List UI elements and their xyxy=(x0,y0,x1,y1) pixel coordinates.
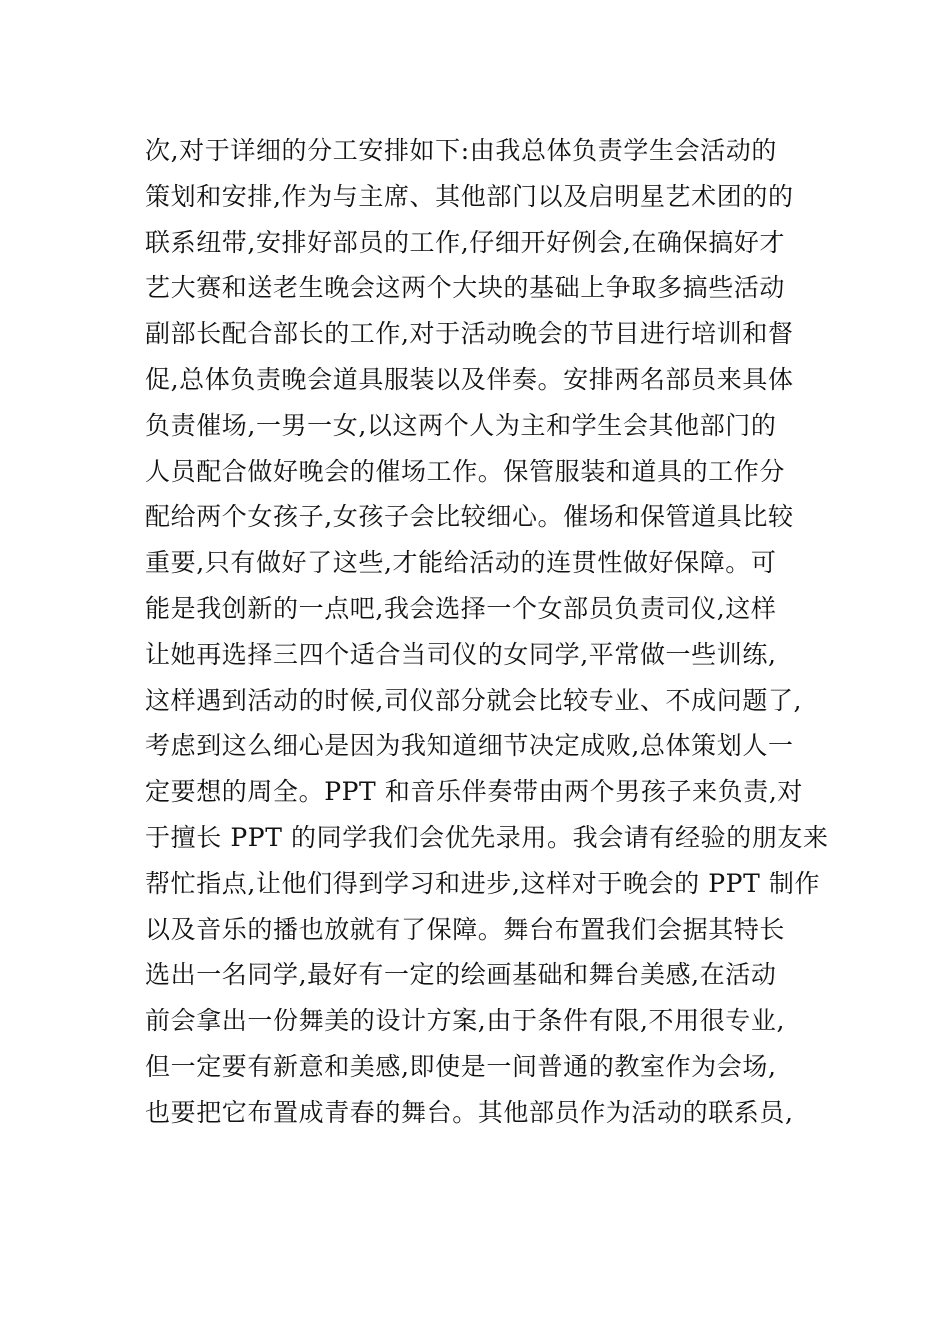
text-line-3: 联系纽带,安排好部员的工作,仔细开好例会,在确保搞好才 xyxy=(145,227,786,257)
text-line-20: 前会拿出一份舞美的设计方案,由于条件有限,不用很专业, xyxy=(145,1006,786,1036)
text-line-14: 考虑到这么细心是因为我知道细节决定成败,总体策划人一 xyxy=(145,731,794,761)
text-line-19: 选出一名同学,最好有一定的绘画基础和舞台美感,在活动 xyxy=(145,960,777,990)
text-line-10: 重要,只有做好了这些,才能给活动的连贯性做好保障。可 xyxy=(145,548,777,578)
text-line-12: 让她再选择三四个适合当司仪的女同学,平常做一些训练, xyxy=(145,639,777,669)
text-line-6: 促,总体负责晚会道具服装以及伴奏。安排两名部员来具体 xyxy=(145,364,794,394)
text-line-5: 副部长配合部长的工作,对于活动晚会的节目进行培训和督 xyxy=(145,319,794,349)
text-line-18: 以及音乐的播也放就有了保障。舞台布置我们会据其特长 xyxy=(145,914,786,944)
text-line-17: 帮忙指点,让他们得到学习和进步,这样对于晚会的 PPT 制作 xyxy=(145,868,821,898)
body-text xyxy=(145,128,835,1136)
text-line-7: 负责催场,一男一女,以这两个人为主和学生会其他部门的 xyxy=(145,410,777,440)
text-line-16: 于擅长 PPT 的同学我们会优先录用。我会请有经验的朋友来 xyxy=(145,822,829,852)
text-line-22: 也要把它布置成青春的舞台。其他部员作为活动的联系员, xyxy=(145,1097,794,1127)
text-line-21: 但一定要有新意和美感,即使是一间普通的教室作为会场, xyxy=(145,1051,777,1081)
text-line-8: 人员配合做好晚会的催场工作。保管服装和道具的工作分 xyxy=(145,456,786,486)
text-line-9: 配给两个女孩子,女孩子会比较细心。催场和保管道具比较 xyxy=(145,502,794,532)
text-line-4: 艺大赛和送老生晚会这两个大块的基础上争取多搞些活动 xyxy=(145,273,786,303)
text-line-13: 这样遇到活动的时候,司仪部分就会比较专业、不成问题了, xyxy=(145,685,803,715)
text-line-15: 定要想的周全。PPT 和音乐伴奏带由两个男孩子来负责,对 xyxy=(145,777,804,807)
text-line-1: 次,对于详细的分工安排如下:由我总体负责学生会活动的 xyxy=(145,136,777,165)
text-line-11: 能是我创新的一点吧,我会选择一个女部员负责司仪,这样 xyxy=(145,593,777,623)
text-line-2: 策划和安排,作为与主席、其他部门以及启明星艺术团的的 xyxy=(145,181,794,211)
